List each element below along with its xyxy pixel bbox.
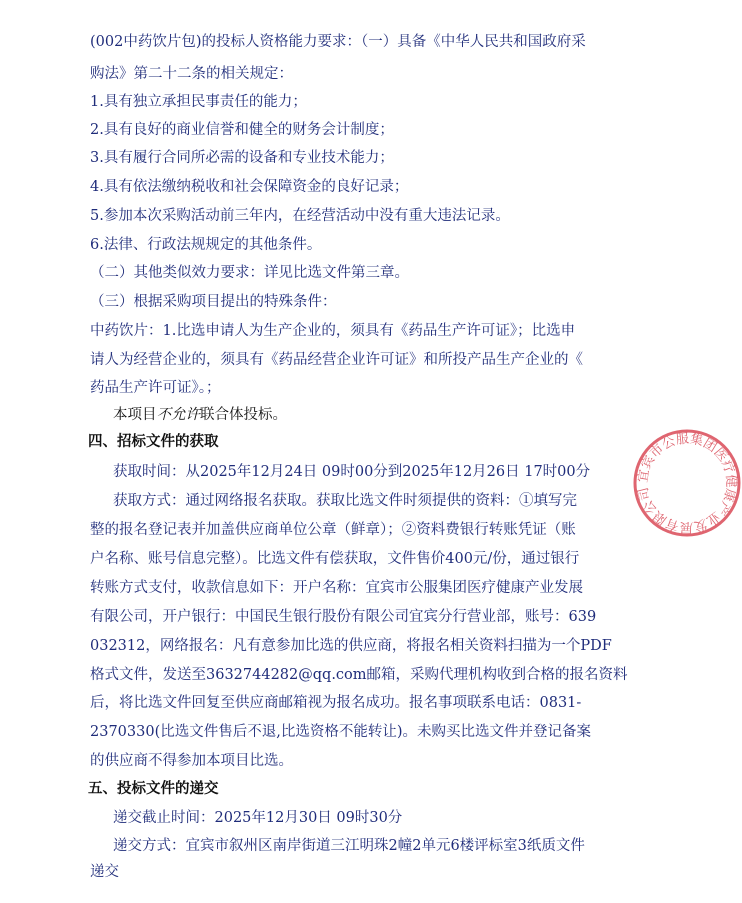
text-line: 后，将比选文件回复至供应商邮箱视为报名成功。报名事项联系电话：0831- xyxy=(90,695,582,711)
consortium-statement xyxy=(113,405,287,425)
text-line: 1.具有独立承担民事责任的能力； xyxy=(90,94,307,110)
text-line: （二）其他类似效力要求：详见比选文件第三章。 xyxy=(90,265,409,281)
section-heading-4: 四、招标文件的获取 xyxy=(88,433,219,450)
text-line: 中药饮片：1.比选申请人为生产企业的，须具有《药品生产许可证》；比选申 xyxy=(90,323,576,339)
text-line: 户名称、账号信息完整）。比选文件有偿获取，文件售价400元/份，通过银行 xyxy=(90,551,580,567)
text-line: (002中药饮片包)的投标人资格能力要求：（一）具备《中华人民共和国政府采 xyxy=(90,34,586,50)
text-line: 2370330(比选文件售后不退,比选资格不能转让)。未购买比选文件并登记备案 xyxy=(90,724,591,740)
text-line: 转账方式支付，收款信息如下：开户名称：宜宾市公服集团医疗健康产业发展 xyxy=(90,580,583,596)
text-line: 格式文件，发送至3632744282@qq.com邮箱，采购代理机构收到合格的报名资料 xyxy=(90,667,628,683)
text-line: 递交截止时间：2025年12月30日 09时30分 xyxy=(113,810,403,826)
text-line: 有限公司，开户银行：中国民生银行股份有限公司宜宾分行营业部，账号：639 xyxy=(90,609,597,625)
company-seal xyxy=(632,428,742,538)
text-line: 获取时间：从2025年12月24日 09时00分到2025年12月26日 17时00分 xyxy=(113,464,591,480)
consortium-suffix: 联合体投标。 xyxy=(200,407,287,423)
text-line: 2.具有良好的商业信誉和健全的财务会计制度； xyxy=(90,122,394,138)
text-line: 4.具有依法缴纳税收和社会保障资金的良好记录； xyxy=(90,179,409,195)
text-line: 购法》第二十二条的相关规定： xyxy=(90,66,293,82)
text-line: 递交方式：宜宾市叙州区南岸街道三江明珠2幢2单元6楼评标室3纸质文件 xyxy=(113,838,585,854)
seal-text: 宜宾市公服集团医疗健康产业发展有限公司 xyxy=(635,431,739,535)
text-line: 5.参加本次采购活动前三年内，在经营活动中没有重大违法记录。 xyxy=(90,208,510,224)
text-line: 递交 xyxy=(90,864,119,880)
text-line: 整的报名登记表并加盖供应商单位公章（鲜章）；②资料费银行转账凭证（账 xyxy=(90,522,576,538)
text-line: 6.法律、行政法规规定的其他条件。 xyxy=(90,237,322,253)
text-line: 请人为经营企业的，须具有《药品经营企业许可证》和所投产品生产企业的《 xyxy=(90,352,583,368)
text-line: 的供应商不得参加本项目比选。 xyxy=(90,753,293,769)
consortium-prefix: 本项目 xyxy=(113,407,157,423)
text-line: 药品生产许可证》。； xyxy=(90,380,221,396)
text-line: 032312，网络报名：凡有意参加比选的供应商，将报名相关资料扫描为一个PDF xyxy=(90,638,612,654)
consortium-emphasis: 不允许 xyxy=(156,407,200,423)
text-line: （三）根据采购项目提出的特殊条件： xyxy=(90,294,337,310)
text-line: 获取方式：通过网络报名获取。获取比选文件时须提供的资料：①填写完 xyxy=(113,493,577,509)
text-line: 3.具有履行合同所必需的设备和专业技术能力； xyxy=(90,150,394,166)
section-heading-5: 五、投标文件的递交 xyxy=(88,780,219,797)
